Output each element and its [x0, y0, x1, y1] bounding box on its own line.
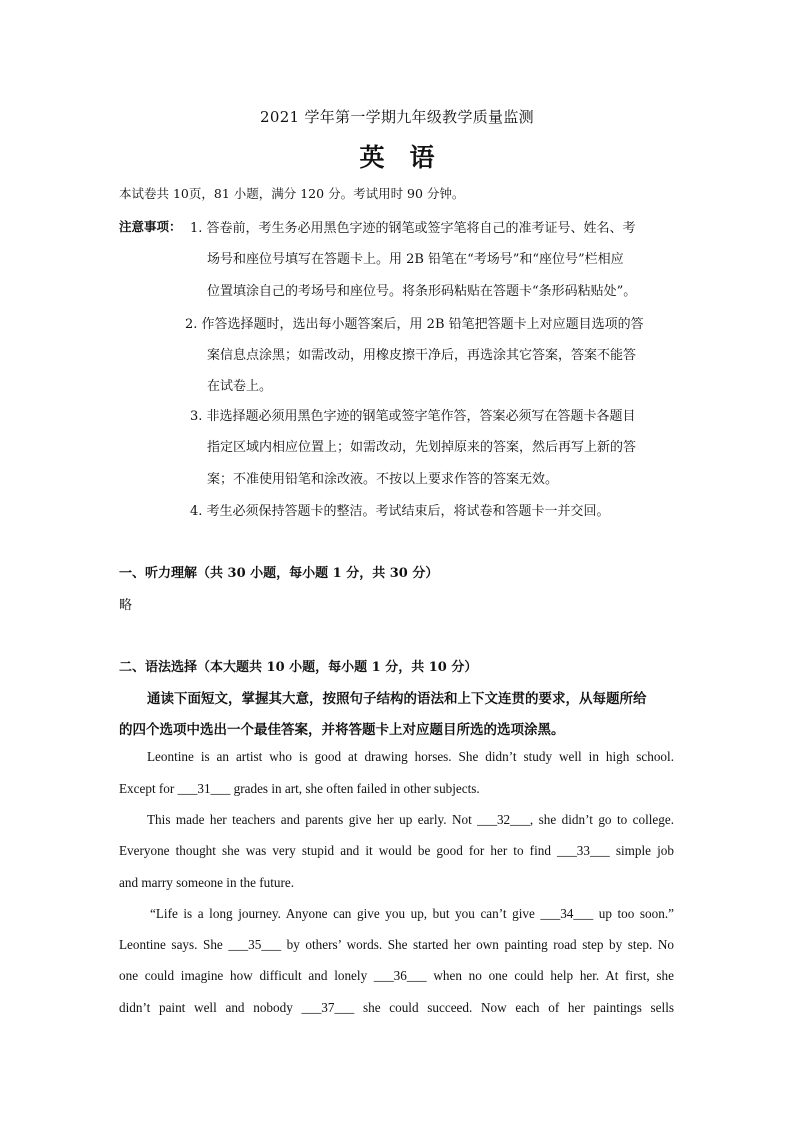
note-1-line-3: 位置填涂自己的考场号和座位号。将条形码粘贴在答题卡“条形码粘贴处”。 — [207, 284, 637, 299]
note-2-line-3: 在试卷上。 — [207, 379, 273, 394]
passage-line: Except for ___31___ grades in art, she often failed in other subjects. — [119, 781, 480, 796]
passage-line: Leontine says. She ___35___ by others’ words. She started her own painting road step by step. No — [119, 937, 674, 952]
note-3-line-1: 3. 非选择题必须用黑色字迹的钢笔或签字笔作答，答案必须写在答题卡各题目 — [190, 409, 636, 424]
section-2-instruction-line-1: 通读下面短文，掌握其大意，按照句子结构的语法和上下文连贯的要求，从每题所给 — [147, 691, 647, 707]
note-1-line-2: 场号和座位号填写在答题卡上。用 2B 铅笔在“考场号”和“座位号”栏相应 — [207, 252, 624, 267]
section-1-content: 略 — [119, 598, 133, 613]
section-1-heading: 一、听力理解（共 30 小题，每小题 1 分，共 30 分） — [119, 566, 439, 581]
notes-label: 注意事项： — [119, 219, 182, 234]
passage-line: and marry someone in the future. — [119, 875, 295, 890]
subject-title: 英 语 — [359, 143, 435, 172]
note-1-line-1: 1. 答卷前，考生务必用黑色字迹的钢笔或签字笔将自己的准考证号、姓名、考 — [190, 221, 636, 236]
exam-intro: 本试卷共 10页，81 小题，满分 120 分。考试用时 90 分钟。 — [119, 186, 465, 201]
note-4-line-1: 4. 考生必须保持答题卡的整洁。考试结束后，将试卷和答题卡一并交回。 — [190, 504, 610, 519]
passage-line: Leontine is an artist who is good at drawing horses. She didn’t study well in high school. — [147, 749, 674, 764]
passage-line: one could imagine how difficult and lonely ___36___ when no one could help her. At first, she — [119, 968, 674, 983]
passage-line: “Life is a long journey. Anyone can give you up, but you can’t give ___34___ up too soon.” — [150, 906, 674, 921]
note-2-line-1: 2. 作答选择题时，选出每小题答案后，用 2B 铅笔把答题卡上对应题目选项的答 — [185, 317, 644, 332]
note-3-line-2: 指定区域内相应位置上；如需改动，先划掉原来的答案，然后再写上新的答 — [207, 440, 637, 455]
section-2-instruction-line-2: 的四个选项中选出一个最佳答案，并将答题卡上对应题目所选的选项涂黑。 — [119, 722, 565, 738]
passage-line: didn’t paint well and nobody ___37___ she could succeed. Now each of her paintings sells — [119, 1000, 674, 1015]
passage-line: This made her teachers and parents give her up early. Not ___32___, she didn’t go to college. — [147, 812, 674, 827]
passage-line: Everyone thought she was very stupid and it would be good for her to find ___33___ simple job — [119, 843, 674, 858]
note-2-line-2: 案信息点涂黑；如需改动，用橡皮擦干净后，再选涂其它答案，答案不能答 — [207, 348, 637, 363]
exam-title: 2021 学年第一学期九年级教学质量监测 — [260, 108, 534, 126]
note-3-line-3: 案；不准使用铅笔和涂改液。不按以上要求作答的答案无效。 — [207, 472, 559, 487]
section-2-heading: 二、语法选择（本大题共 10 小题，每小题 1 分，共 10 分） — [119, 660, 478, 675]
